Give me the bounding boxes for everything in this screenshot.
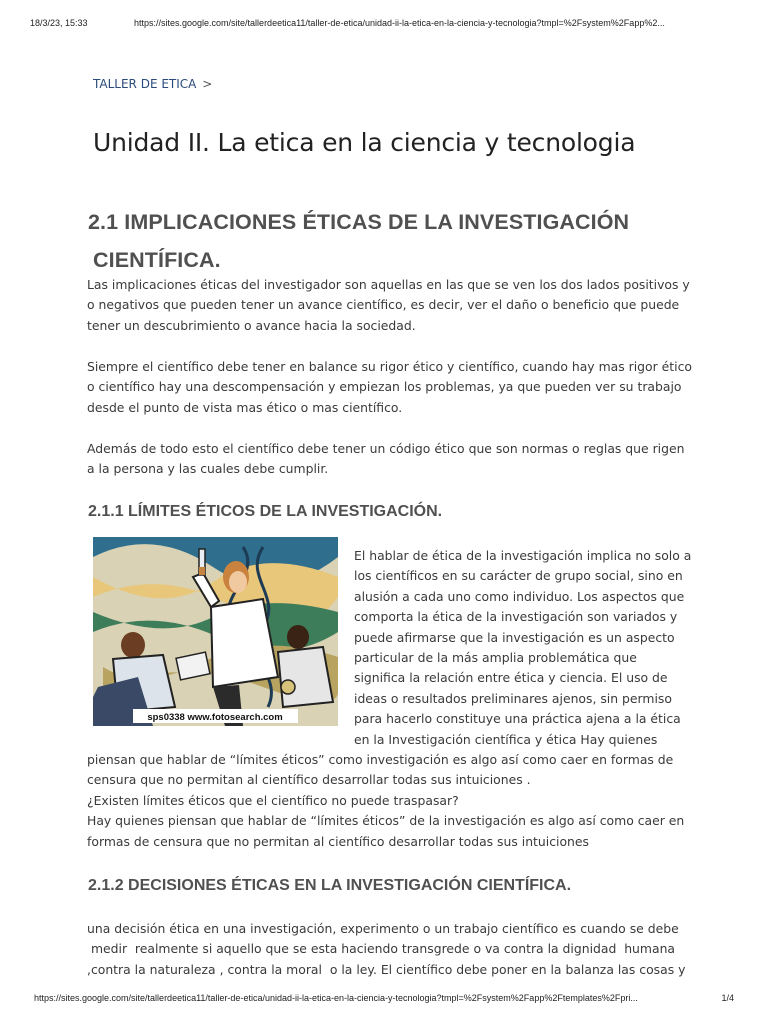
page-title: Unidad II. La etica en la ciencia y tecnologia bbox=[93, 128, 636, 157]
print-url: https://sites.google.com/site/tallerdeetica11/taller-de-etica/unidad-ii-la-etica-en-la-ciencia-y-tecnologia?tmpl=%2Fsystem%2Fapp%2... bbox=[134, 18, 665, 28]
paragraph-limites-float bbox=[354, 546, 694, 750]
text-line: particular de la más amplia problemática que bbox=[354, 650, 637, 666]
text-line: a la persona y las cuales debe cumplir. bbox=[87, 461, 329, 477]
scientists-illustration bbox=[93, 537, 338, 726]
print-datetime: 18/3/23, 15:33 bbox=[30, 18, 88, 28]
print-footer-url: https://sites.google.com/site/tallerdeetica11/taller-de-etica/unidad-ii-la-etica-en-la-ciencia-y-tecnologia?tmpl=%2Fsystem%2Fapp%2Ftemplates%2Fpri... bbox=[34, 993, 638, 1003]
text-line: comporta la ética de la investigación son variados y bbox=[354, 609, 678, 625]
text-line: Siempre el científico debe tener en balance su rigor ético y científico, cuando hay mas rigor ético bbox=[87, 359, 692, 374]
text-line: Hay quienes piensan que hablar de “límites éticos” de la investigación es algo así como caer en bbox=[87, 813, 685, 829]
text-line: medir realmente si aquello que se esta haciendo transgrede o va contra la dignidad humana bbox=[87, 941, 676, 957]
paragraph-codigo-etico bbox=[87, 439, 687, 480]
text-line: ¿Existen límites éticos que el científico no puede traspasar? bbox=[87, 792, 459, 808]
text-line: significa la relación entre ética y ciencia. El uso de bbox=[354, 670, 668, 686]
text-line: o negativos que pueden tener un avance científico, es decir, ver el daño o beneficio que puede bbox=[87, 297, 680, 313]
section-heading-line2: CIENTÍFICA. bbox=[93, 248, 221, 272]
text-line: Las implicaciones éticas del investigador son aquellas en las que se ven los dos lados positivos y bbox=[87, 277, 690, 292]
section-heading-implicaciones bbox=[88, 203, 629, 279]
breadcrumb bbox=[93, 77, 212, 91]
text-line: tener un descubrimiento o avance hacia la sociedad. bbox=[87, 317, 416, 333]
text-line: piensan que hablar de “límites éticos” como investigación es algo así como caer en formas de bbox=[87, 752, 674, 767]
print-footer bbox=[34, 993, 734, 1007]
text-line: formas de censura que no permitan al científico desarrollar todas sus intuiciones bbox=[87, 833, 589, 849]
text-line: desde el punto de vista mas ético o mas científico. bbox=[87, 399, 403, 415]
text-line: los científicos en su carácter de grupo social, sino en bbox=[354, 568, 683, 584]
print-header bbox=[30, 18, 738, 32]
page-number: 1/4 bbox=[721, 993, 734, 1003]
breadcrumb-link-taller-de-etica[interactable]: TALLER DE ETICA bbox=[93, 77, 197, 91]
breadcrumb-separator: > bbox=[202, 77, 213, 91]
scientists-illustration-graphic bbox=[93, 537, 338, 726]
text-line: censura que no permitan al científico desarrollar todas sus intuiciones . bbox=[87, 772, 531, 788]
text-line: o científico hay una descompensación y empiezan los problemas, ya que pueden ver su trabajo bbox=[87, 379, 682, 395]
paragraph-implicaciones bbox=[87, 275, 690, 336]
subsection-heading-limites: 2.1.1 LÍMITES ÉTICOS DE LA INVESTIGACIÓN. bbox=[88, 503, 443, 520]
text-line: en la Investigación científica y ética Hay quienes bbox=[354, 731, 658, 747]
text-line: una decisión ética en una investigación, experimento o un trabajo científico es cuando se debe bbox=[87, 921, 679, 936]
text-line: Además de todo esto el científico debe tener un código ético que son normas o reglas que rigen bbox=[87, 441, 685, 456]
paragraph-decisiones bbox=[87, 919, 687, 980]
text-line: para hacerlo constituye una práctica ajena a la ética bbox=[354, 711, 681, 727]
paragraph-limites-continuation bbox=[87, 750, 687, 852]
text-line: puede afirmarse que la investigación es un aspecto bbox=[354, 629, 675, 645]
text-line: El hablar de ética de la investigación implica no solo a bbox=[354, 548, 692, 563]
subsection-heading-decisiones: 2.1.2 DECISIONES ÉTICAS EN LA INVESTIGACIÓN CIENTÍFICA. bbox=[88, 877, 572, 894]
text-line: alusión a cada uno como individuo. Los aspectos que bbox=[354, 588, 685, 604]
image-caption: sps0338 www.fotosearch.com bbox=[147, 712, 283, 723]
text-line: ,contra la naturaleza , contra la moral o la ley. El científico debe poner en la balanza las cosas y bbox=[87, 961, 686, 977]
text-line: ideas o resultados preliminares ajenos, sin permiso bbox=[354, 690, 672, 706]
section-heading-line1: 2.1 IMPLICACIONES ÉTICAS DE LA INVESTIGACIÓN bbox=[88, 210, 630, 234]
paragraph-balance bbox=[87, 357, 692, 418]
